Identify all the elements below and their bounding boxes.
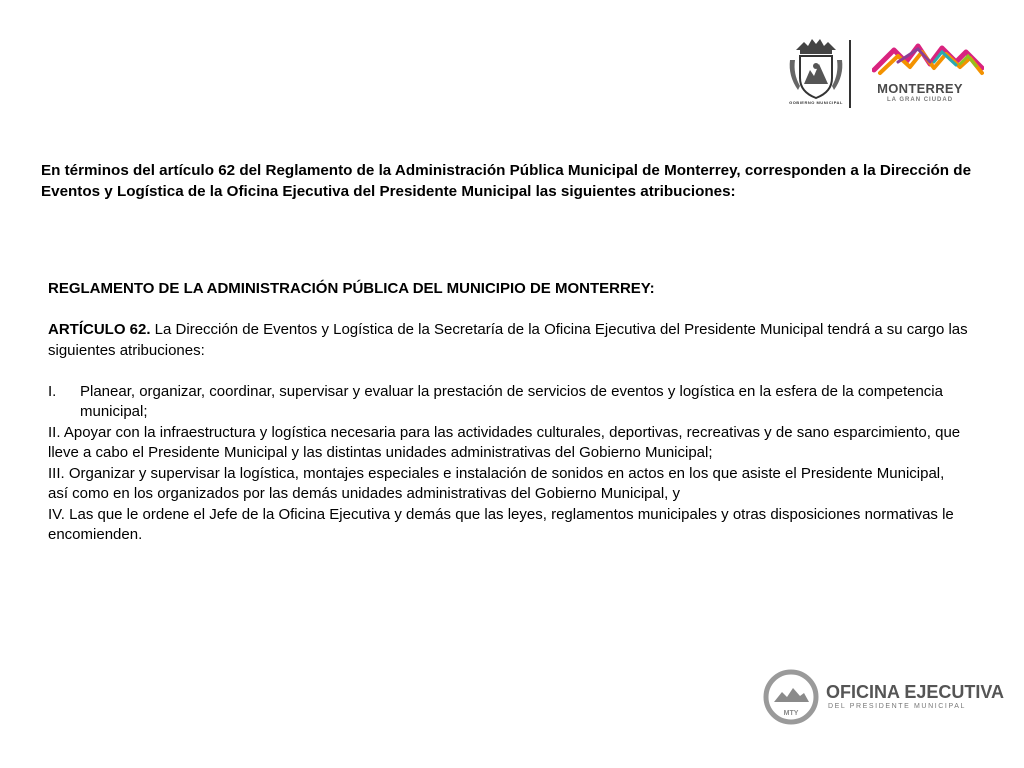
list-item: [48, 382, 968, 423]
city-name: MONTERREY: [877, 81, 963, 96]
emblem-label: MTY: [783, 710, 799, 717]
mty-emblem-icon: [762, 668, 820, 726]
regulation-title: REGLAMENTO DE LA ADMINISTRACIÓN PÚBLICA DEL MUNICIPIO DE MONTERREY:: [48, 280, 655, 297]
article-text: La Dirección de Eventos y Logística de la Secretaría de la Oficina Ejecutiva del Presidente Municipal tendrá a su cargo las siguientes atribuciones:: [48, 321, 968, 359]
list-item-number: I.: [48, 382, 57, 400]
header-logos: [786, 36, 986, 110]
regulation-section: [48, 279, 968, 546]
list-item: III. Organizar y supervisar la logística, montajes especiales e instalación de sonidos en actos en los que asiste el Presidente Municipal, así como en los organizados por las demás unidades administrativas del Gobierno Municipal, y: [48, 464, 945, 502]
list-item: II. Apoyar con la infraestructura y logística necesaria para las actividades culturales, deportivas, recreativas y de sano esparcimiento, que lleve a cabo el Presidente Municipal y las distintas unidades administrativas del Gobierno Municipal;: [48, 423, 961, 461]
footer-logo: [762, 668, 1007, 730]
monterrey-mountains-logo-icon: [872, 40, 984, 76]
article-label: ARTÍCULO 62.: [48, 321, 151, 338]
list-item-text: Planear, organizar, coordinar, supervisar y evaluar la prestación de servicios de eventos y logística en la esfera de la competencia municipal;: [80, 382, 943, 420]
seal-caption: GOBIERNO MUNICIPAL: [789, 100, 843, 105]
footer-subtitle: DEL PRESIDENTE MUNICIPAL: [828, 703, 966, 710]
intro-paragraph: En términos del artículo 62 del Reglamento de la Administración Pública Municipal de Monterrey, corresponden a la Dirección de Eventos y Logística de la Oficina Ejecutiva del Presidente Municipal las siguientes atribuciones:: [41, 162, 972, 200]
list-item: IV. Las que le ordene el Jefe de la Oficina Ejecutiva y demás que las leyes, reglamentos municipales y otras disposiciones normativas le encomienden.: [48, 505, 954, 543]
footer-title: OFICINA EJECUTIVA: [826, 682, 1005, 702]
municipal-seal-icon: [786, 36, 846, 110]
attributions-list: [48, 382, 968, 546]
article-62-paragraph: [48, 320, 968, 361]
city-tagline: LA GRAN CIUDAD: [886, 97, 954, 103]
logo-divider: [849, 40, 851, 108]
